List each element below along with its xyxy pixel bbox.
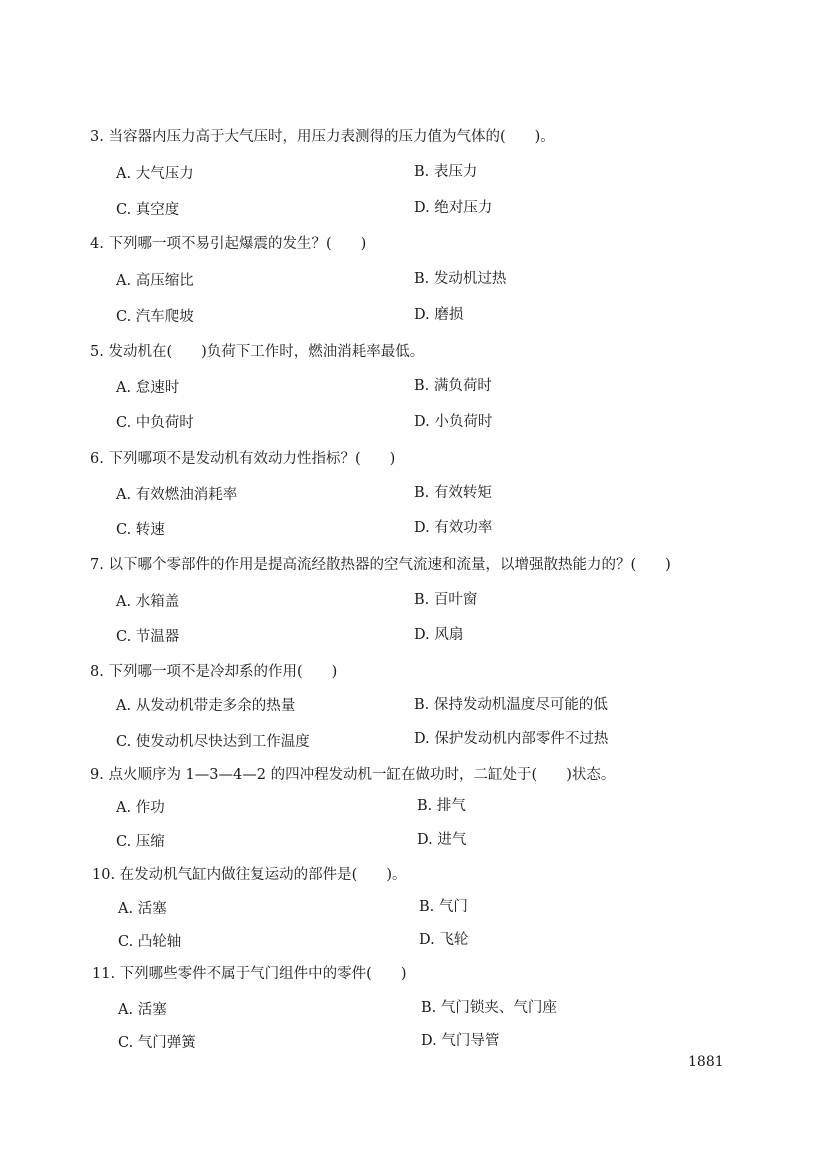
question-10-option-c: C. 凸轮轴 bbox=[118, 934, 182, 950]
question-11-option-c: C. 气门弹簧 bbox=[118, 1035, 196, 1051]
question-8-option-a: A. 从发动机带走多余的热量 bbox=[116, 698, 296, 714]
question-7-option-d: D. 风扇 bbox=[414, 627, 464, 643]
question-9-stem: 9. 点火顺序为 1—3—4—2 的四冲程发动机一缸在做功时，二缸处于( )状态。 bbox=[90, 767, 616, 783]
question-10-option-d: D. 飞轮 bbox=[419, 932, 469, 948]
question-6-stem: 6. 下列哪项不是发动机有效动力性指标？( ) bbox=[90, 451, 396, 467]
question-3-stem: 3. 当容器内压力高于大气压时，用压力表测得的压力值为气体的( )。 bbox=[90, 129, 555, 145]
question-4-option-c: C. 汽车爬坡 bbox=[116, 309, 194, 325]
question-5-stem: 5. 发动机在( )负荷下工作时，燃油消耗率最低。 bbox=[90, 344, 425, 360]
question-7-option-b: B. 百叶窗 bbox=[414, 592, 478, 608]
question-9-option-b: B. 排气 bbox=[417, 798, 466, 814]
question-4-option-b: B. 发动机过热 bbox=[414, 271, 507, 287]
question-8-option-b: B. 保持发动机温度尽可能的低 bbox=[414, 697, 608, 713]
question-4-stem: 4. 下列哪一项不易引起爆震的发生？( ) bbox=[90, 236, 367, 252]
question-6-option-c: C. 转速 bbox=[116, 522, 165, 538]
question-3-option-b: B. 表压力 bbox=[414, 164, 478, 180]
question-8-stem: 8. 下列哪一项不是冷却系的作用( ) bbox=[90, 664, 338, 680]
question-4-option-d: D. 磨损 bbox=[414, 307, 464, 323]
question-6-option-b: B. 有效转矩 bbox=[414, 485, 492, 501]
question-11-stem: 11. 下列哪些零件不属于气门组件中的零件( ) bbox=[92, 966, 407, 982]
question-4-option-a: A. 高压缩比 bbox=[116, 273, 194, 289]
question-11-option-b: B. 气门锁夹、气门座 bbox=[421, 1000, 557, 1016]
question-8-option-c: C. 使发动机尽快达到工作温度 bbox=[116, 734, 310, 750]
question-7-stem: 7. 以下哪个零部件的作用是提高流经散热器的空气流速和流量，以增强散热能力的？( ) bbox=[90, 557, 671, 573]
question-7-option-c: C. 节温器 bbox=[116, 629, 180, 645]
question-10-stem: 10. 在发动机气缸内做往复运动的部件是( )。 bbox=[92, 867, 407, 883]
question-3-option-d: D. 绝对压力 bbox=[414, 200, 493, 216]
question-5-option-c: C. 中负荷时 bbox=[116, 415, 194, 431]
question-9-option-d: D. 进气 bbox=[417, 832, 467, 848]
question-11-option-d: D. 气门导管 bbox=[421, 1033, 500, 1049]
question-9-option-a: A. 作功 bbox=[116, 800, 165, 816]
question-6-option-a: A. 有效燃油消耗率 bbox=[116, 487, 238, 503]
question-3-option-a: A. 大气压力 bbox=[116, 166, 194, 182]
question-5-option-a: A. 怠速时 bbox=[116, 380, 180, 396]
question-7-option-a: A. 水箱盖 bbox=[116, 594, 180, 610]
question-3-option-c: C. 真空度 bbox=[116, 202, 180, 218]
question-10-option-a: A. 活塞 bbox=[118, 901, 167, 917]
question-9-option-c: C. 压缩 bbox=[116, 834, 165, 850]
question-10-option-b: B. 气门 bbox=[419, 899, 468, 915]
question-6-option-d: D. 有效功率 bbox=[414, 520, 493, 536]
question-5-option-b: B. 满负荷时 bbox=[414, 378, 492, 394]
page-number: 1881 bbox=[688, 1054, 724, 1070]
question-11-option-a: A. 活塞 bbox=[118, 1002, 167, 1018]
question-5-option-d: D. 小负荷时 bbox=[414, 414, 493, 430]
question-8-option-d: D. 保护发动机内部零件不过热 bbox=[414, 731, 609, 747]
